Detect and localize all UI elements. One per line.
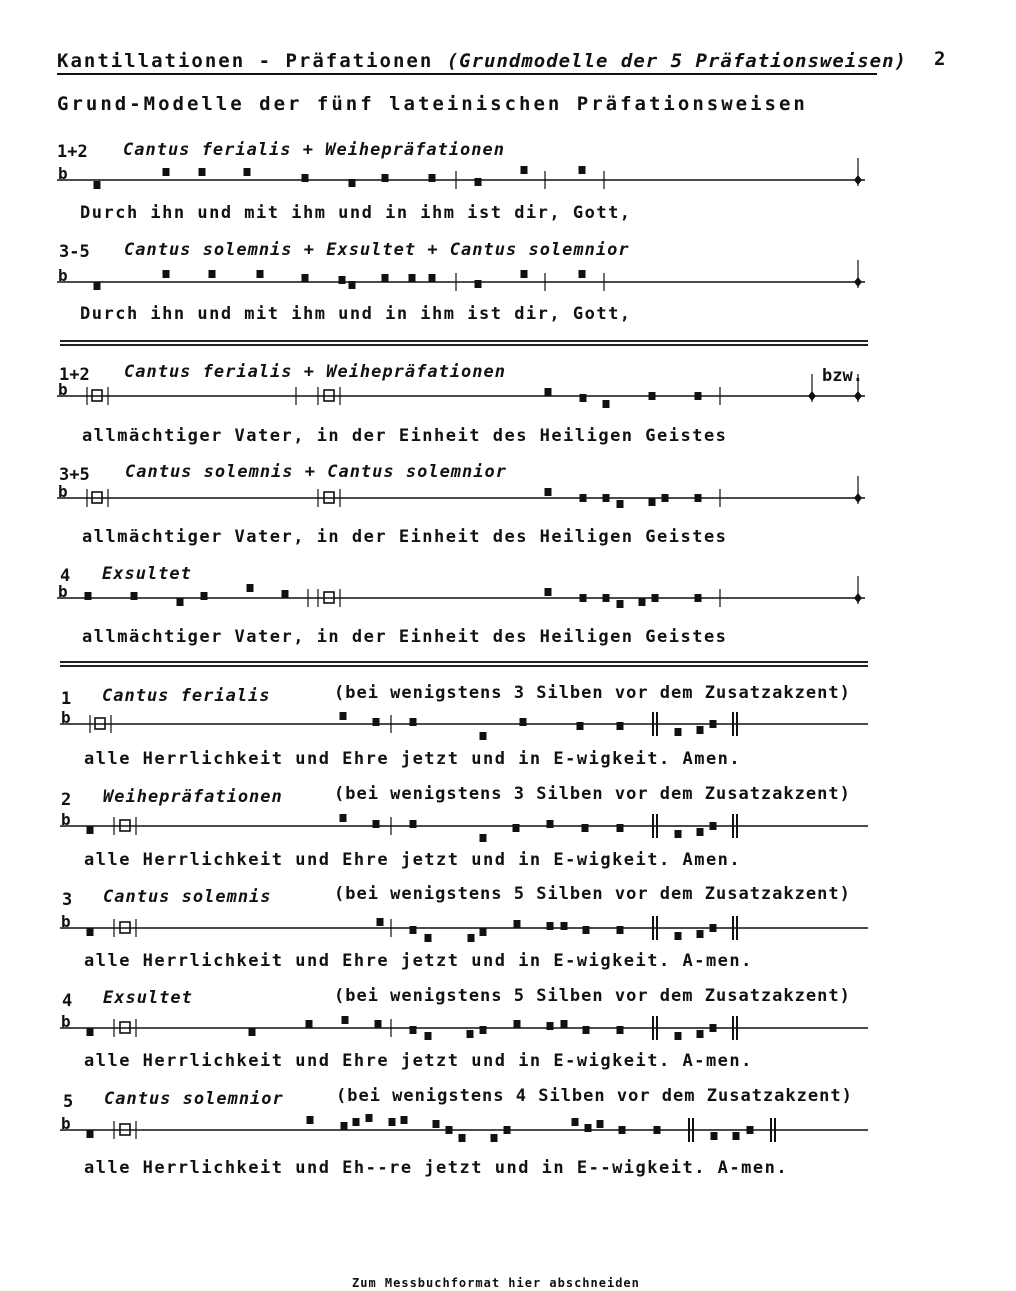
syllable-note: (bei wenigstens 3 Silben vor dem Zusatzakzent) [334, 683, 851, 703]
end-diamond [808, 391, 816, 401]
neume-note [373, 718, 380, 726]
neume-note [561, 1020, 568, 1028]
neume-note [87, 1028, 94, 1036]
neume-note [617, 600, 624, 608]
lyric-line: allmächtiger Vater, in der Einheit des Heiligen Geistes [82, 527, 728, 547]
lyric-line: alle Herrlichkeit und Ehre jetzt und in E-wigkeit. Amen. [84, 749, 742, 769]
title-plain: Kantillationen - Präfationen [57, 50, 447, 72]
flat-clef: b [61, 708, 71, 727]
flat-clef: b [58, 380, 68, 399]
neume-note [504, 1126, 511, 1134]
neume-note [209, 270, 216, 278]
neume-note [480, 928, 487, 936]
neume-note [675, 830, 682, 838]
neume-note [733, 1132, 740, 1140]
neume-note [580, 494, 587, 502]
model-name: Exsultet [103, 988, 193, 1008]
neume-note [597, 1120, 604, 1128]
neume-note [87, 928, 94, 936]
neume-note [547, 820, 554, 828]
syllable-note: (bei wenigstens 5 Silben vor dem Zusatzakzent) [334, 986, 851, 1006]
neume-note [491, 1134, 498, 1142]
neume-note [652, 594, 659, 602]
neume-note [459, 1134, 466, 1142]
neume-note [579, 270, 586, 278]
model-name: Cantus ferialis + Weihepräfationen [124, 362, 506, 382]
neume-note [382, 174, 389, 182]
neume-note [425, 934, 432, 942]
model-number: 1 [61, 689, 72, 709]
model-name: Cantus solemnis [103, 887, 272, 907]
neume-note [514, 1020, 521, 1028]
neume-note [580, 394, 587, 402]
flat-clef: b [58, 482, 68, 501]
model-name: Weihepräfationen [103, 787, 283, 807]
neume-note [201, 592, 208, 600]
neume-note [583, 926, 590, 934]
neume-note [163, 270, 170, 278]
neume-note [409, 274, 416, 282]
neume-note [94, 181, 101, 189]
neume-note [353, 1118, 360, 1126]
lyric-line: Durch ihn und mit ihm und in ihm ist dir, Gott, [80, 203, 632, 223]
neume-note [521, 166, 528, 174]
neume-note [520, 718, 527, 726]
neume-note [545, 388, 552, 396]
neume-note [747, 1126, 754, 1134]
neume-note [697, 1030, 704, 1038]
neume-note [306, 1020, 313, 1028]
bzw-label: bzw. [822, 366, 863, 386]
neume-note [373, 820, 380, 828]
neume-note [695, 594, 702, 602]
neume-note [695, 494, 702, 502]
model-number: 4 [60, 566, 71, 586]
neume-note [697, 930, 704, 938]
neume-note [545, 488, 552, 496]
neume-note [257, 270, 264, 278]
neume-note [710, 924, 717, 932]
neume-note [199, 168, 206, 176]
end-diamond [854, 175, 862, 185]
model-number: 1+2 [57, 142, 88, 162]
neume-note [662, 494, 669, 502]
neume-note [547, 922, 554, 930]
neume-note [617, 1026, 624, 1034]
neume-note [87, 1130, 94, 1138]
neume-note [302, 174, 309, 182]
neume-note [521, 270, 528, 278]
neume-note [341, 1122, 348, 1130]
neume-note [425, 1032, 432, 1040]
neume-note [475, 178, 482, 186]
neume-note [603, 594, 610, 602]
neume-note [382, 274, 389, 282]
flat-clef: b [61, 1012, 71, 1031]
neume-note [480, 834, 487, 842]
neume-note [561, 922, 568, 930]
neume-note [366, 1114, 373, 1122]
model-name: Cantus ferialis + Weihepräfationen [123, 140, 505, 160]
neume-note [579, 166, 586, 174]
neume-note [429, 174, 436, 182]
model-number: 2 [61, 790, 72, 810]
neume-note [513, 824, 520, 832]
neume-note [163, 168, 170, 176]
neume-note [480, 732, 487, 740]
neume-note [342, 1016, 349, 1024]
neume-note [619, 1126, 626, 1134]
neume-note [545, 588, 552, 596]
neume-note [649, 392, 656, 400]
model-number: 1+2 [59, 365, 90, 385]
model-name: Cantus solemnis + Exsultet + Cantus solemnior [124, 240, 630, 260]
end-diamond [854, 593, 862, 603]
neume-note [697, 726, 704, 734]
neume-note [433, 1120, 440, 1128]
neume-note [603, 400, 610, 408]
syllable-note: (bei wenigstens 3 Silben vor dem Zusatzakzent) [334, 784, 851, 804]
flat-clef: b [61, 1114, 71, 1133]
lyric-line: alle Herrlichkeit und Eh--re jetzt und in E--wigkeit. A-men. [84, 1158, 789, 1178]
page-subtitle: Grund-Modelle der fünf lateinischen Präfationsweisen [57, 93, 808, 115]
model-number: 5 [63, 1092, 74, 1112]
neume-note [617, 722, 624, 730]
neume-note [695, 392, 702, 400]
end-diamond [854, 391, 862, 401]
neume-note [302, 274, 309, 282]
neume-note [654, 1126, 661, 1134]
neume-note [585, 1124, 592, 1132]
neume-note [410, 926, 417, 934]
title-italic: (Grundmodelle der 5 Präfationsweisen) [446, 50, 907, 72]
lyric-line: Durch ihn und mit ihm und in ihm ist dir, Gott, [80, 304, 632, 324]
lyric-line: allmächtiger Vater, in der Einheit des Heiligen Geistes [82, 627, 728, 647]
end-diamond [854, 493, 862, 503]
neume-note [710, 720, 717, 728]
neume-note [446, 1126, 453, 1134]
flat-clef: b [58, 266, 68, 285]
model-name: Cantus ferialis [102, 686, 271, 706]
neume-note [617, 824, 624, 832]
neume-note [583, 1026, 590, 1034]
lyric-line: alle Herrlichkeit und Ehre jetzt und in E-wigkeit. Amen. [84, 850, 742, 870]
neume-note [475, 280, 482, 288]
flat-clef: b [58, 582, 68, 601]
neume-note [94, 282, 101, 290]
model-name: Exsultet [102, 564, 192, 584]
model-number: 3 [62, 890, 73, 910]
neume-note [85, 592, 92, 600]
neume-note [401, 1116, 408, 1124]
neume-note [244, 168, 251, 176]
neume-note [131, 592, 138, 600]
neume-note [572, 1118, 579, 1126]
neume-note [697, 828, 704, 836]
neume-note [577, 722, 584, 730]
neume-note [710, 822, 717, 830]
syllable-note: (bei wenigstens 5 Silben vor dem Zusatzakzent) [334, 884, 851, 904]
neume-note [177, 598, 184, 606]
lyric-line: allmächtiger Vater, in der Einheit des Heiligen Geistes [82, 426, 728, 446]
neume-note [649, 498, 656, 506]
neume-note [429, 274, 436, 282]
neume-note [639, 598, 646, 606]
neume-note [467, 1030, 474, 1038]
cut-here-note: Zum Messbuchformat hier abschneiden [352, 1276, 640, 1290]
model-number: 3-5 [59, 242, 90, 262]
lyric-line: alle Herrlichkeit und Ehre jetzt und in E-wigkeit. A-men. [84, 951, 753, 971]
neume-note [349, 281, 356, 289]
neume-note [710, 1024, 717, 1032]
neume-note [675, 1032, 682, 1040]
model-number: 4 [62, 991, 73, 1011]
neume-note [580, 594, 587, 602]
neume-note [389, 1118, 396, 1126]
neume-note [582, 824, 589, 832]
page-number: 2 [934, 48, 946, 70]
neume-note [247, 584, 254, 592]
flat-clef: b [61, 810, 71, 829]
neume-note [675, 932, 682, 940]
flat-clef: b [61, 912, 71, 931]
end-diamond [854, 277, 862, 287]
neume-note [377, 918, 384, 926]
neume-note [349, 179, 356, 187]
neume-note [339, 276, 346, 284]
neume-note [340, 814, 347, 822]
neume-note [480, 1026, 487, 1034]
neume-note [617, 500, 624, 508]
model-number: 3+5 [59, 465, 90, 485]
neume-note [375, 1020, 382, 1028]
neume-note [307, 1116, 314, 1124]
syllable-note: (bei wenigstens 4 Silben vor dem Zusatzakzent) [336, 1086, 853, 1106]
neume-note [547, 1022, 554, 1030]
flat-clef: b [58, 164, 68, 183]
lyric-line: alle Herrlichkeit und Ehre jetzt und in E-wigkeit. A-men. [84, 1051, 753, 1071]
neume-note [675, 728, 682, 736]
neume-note [249, 1028, 256, 1036]
neume-note [87, 826, 94, 834]
neume-note [410, 1026, 417, 1034]
neume-note [514, 920, 521, 928]
neume-note [603, 494, 610, 502]
neume-note [711, 1132, 718, 1140]
neume-note [468, 934, 475, 942]
neume-note [410, 820, 417, 828]
neume-note [340, 712, 347, 720]
model-name: Cantus solemnior [104, 1089, 284, 1109]
model-name: Cantus solemnis + Cantus solemnior [125, 462, 507, 482]
neume-note [617, 926, 624, 934]
neume-note [410, 718, 417, 726]
neume-note [282, 590, 289, 598]
